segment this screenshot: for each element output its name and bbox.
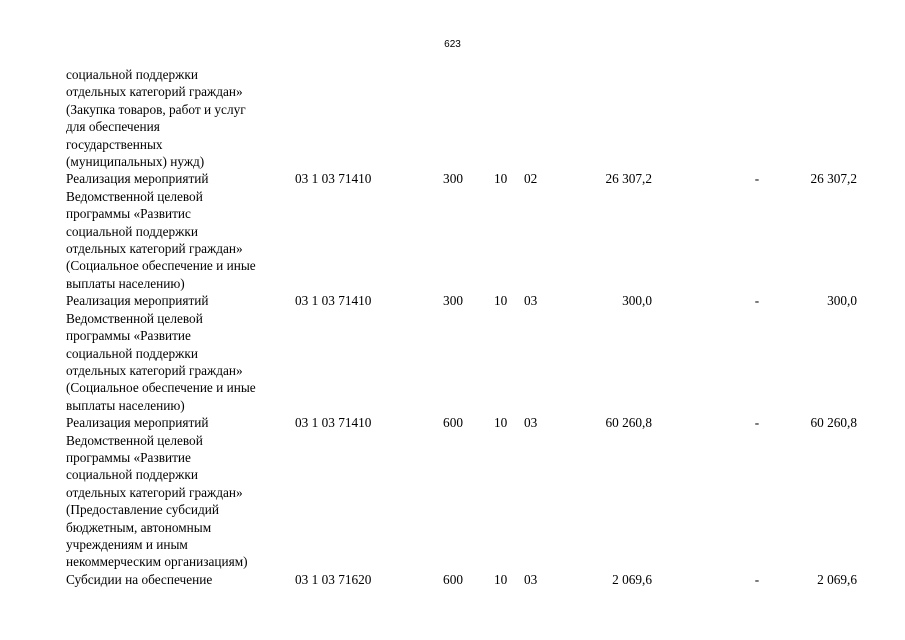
description-line: отдельных категорий граждан»	[66, 84, 243, 100]
table-row	[66, 170, 866, 292]
description-line: отдельных категорий граждан»	[66, 241, 243, 257]
description-line: социальной поддержки	[66, 67, 198, 82]
target-article-code: 03 1 03 71410	[295, 415, 372, 431]
subsection-code: 03	[524, 571, 538, 587]
description-line: Ведомственной целевой	[66, 310, 203, 326]
amount-2: -	[754, 415, 760, 431]
expense-type-code: 600	[443, 571, 463, 587]
target-article-code: 03 1 03 71410	[295, 293, 372, 309]
description-line: программы «Развитис	[66, 206, 191, 222]
expense-type-code: 300	[443, 293, 463, 309]
section-code: 10	[494, 415, 508, 431]
description-line: отдельных категорий граждан»	[66, 362, 243, 378]
description-line: (Предоставление субсидий	[66, 502, 220, 518]
description-line: программы «Развитие	[66, 449, 191, 465]
description-line: Реализация мероприятий	[66, 415, 209, 431]
amount-3: 26 307,2	[810, 171, 857, 187]
description-line: выплаты населению)	[66, 397, 185, 413]
section-code: 10	[494, 571, 508, 587]
table-row	[66, 292, 866, 414]
amount-1: 60 260,8	[605, 415, 652, 431]
description-line: программы «Развитие	[66, 328, 191, 344]
description-line: Субсидии на обеспечение	[66, 571, 213, 587]
expense-type-code: 300	[443, 171, 463, 187]
amount-1: 2 069,6	[612, 571, 652, 587]
row-description	[66, 571, 866, 588]
section-code: 10	[494, 293, 508, 309]
amount-1: 26 307,2	[605, 171, 652, 187]
description-line: Ведомственной целевой	[66, 188, 203, 204]
description-line: некоммерческим организациям)	[66, 554, 248, 570]
amount-2: -	[754, 171, 760, 187]
target-article-code: 03 1 03 71620	[295, 571, 372, 587]
budget-table	[66, 66, 866, 588]
row-description	[66, 66, 866, 170]
table-row	[66, 66, 866, 170]
amount-3: 2 069,6	[817, 571, 857, 587]
table-row	[66, 571, 866, 588]
subsection-code: 02	[524, 171, 538, 187]
subsection-code: 03	[524, 415, 538, 431]
description-line: (Социальное обеспечение и иные	[66, 380, 256, 396]
amount-2: -	[754, 293, 760, 309]
expense-type-code: 600	[443, 415, 463, 431]
description-line: (Социальное обеспечение и иные	[66, 258, 256, 274]
description-line: Реализация мероприятий	[66, 171, 209, 187]
target-article-code: 03 1 03 71410	[295, 171, 372, 187]
description-line: (Закупка товаров, работ и услуг	[66, 101, 246, 117]
page-number: 623	[444, 39, 461, 50]
row-description	[66, 170, 866, 292]
description-line: социальной поддержки	[66, 467, 198, 483]
description-line: бюджетным, автономным	[66, 519, 212, 535]
table-row	[66, 414, 866, 571]
description-line: выплаты населению)	[66, 275, 185, 291]
description-line: социальной поддержки	[66, 223, 198, 239]
amount-3: 300,0	[827, 293, 857, 309]
subsection-code: 03	[524, 293, 538, 309]
description-line: социальной поддержки	[66, 345, 198, 361]
description-line: отдельных категорий граждан»	[66, 484, 243, 500]
description-line: Реализация мероприятий	[66, 293, 209, 309]
amount-2: -	[754, 571, 760, 587]
amount-3: 60 260,8	[810, 415, 857, 431]
description-line: Ведомственной целевой	[66, 432, 203, 448]
description-line: учреждениям и иным	[66, 536, 188, 552]
row-description	[66, 292, 866, 414]
row-description	[66, 414, 866, 571]
amount-1: 300,0	[622, 293, 652, 309]
description-line: для обеспечения	[66, 119, 160, 135]
section-code: 10	[494, 171, 508, 187]
description-line: государственных	[66, 136, 163, 152]
description-line: (муниципальных) нужд)	[66, 154, 205, 170]
